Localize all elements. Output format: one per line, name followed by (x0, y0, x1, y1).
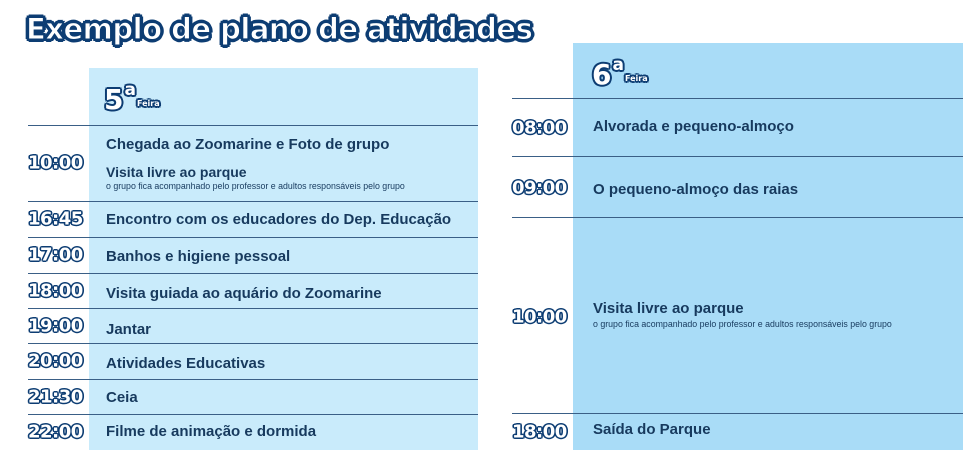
thursday-time: 16:45 (28, 208, 83, 230)
friday-day-sup: a (612, 55, 624, 75)
friday-line (512, 217, 963, 218)
thursday-line (28, 273, 478, 274)
thursday-line (28, 201, 478, 202)
page-title: Exemplo de plano de atividades (26, 12, 533, 46)
friday-panel (573, 43, 963, 450)
friday-day-word: Feira (624, 74, 648, 83)
friday-activity: Saída do Parque (593, 421, 711, 438)
friday-time: 10:00 (512, 306, 567, 328)
friday-line (512, 413, 963, 414)
thursday-line (28, 125, 478, 126)
thursday-time: 22:00 (28, 421, 83, 443)
thursday-time: 17:00 (28, 244, 83, 266)
thursday-activity: Encontro com os educadores do Dep. Educação (106, 211, 452, 228)
friday-time: 18:00 (512, 421, 567, 443)
friday-line (512, 98, 963, 99)
thursday-activity: Jantar (106, 321, 152, 338)
thursday-line (28, 379, 478, 380)
thursday-line (28, 343, 478, 344)
thursday-time: 20:00 (28, 350, 83, 372)
thursday-activity-note: o grupo fica acompanhado pelo professor e adultos responsáveis pelo grupo (106, 181, 405, 191)
friday-day-number: 6 (592, 58, 612, 91)
thursday-activity: Visita guiada ao aquário do Zoomarine (106, 285, 382, 302)
thursday-line (28, 414, 478, 415)
thursday-day-number: 5 (104, 83, 124, 116)
thursday-time: 18:00 (28, 280, 83, 302)
thursday-time: 21:30 (28, 386, 83, 408)
thursday-line (28, 308, 478, 309)
friday-activity-note: o grupo fica acompanhado pelo professor e adultos responsáveis pelo grupo (593, 319, 892, 329)
thursday-time: 10:00 (28, 152, 83, 174)
friday-time: 08:00 (512, 117, 567, 139)
thursday-activity: Ceia (106, 389, 138, 406)
thursday-activity: Visita livre ao parque (106, 164, 247, 180)
thursday-activity: Chegada ao Zoomarine e Foto de grupo (106, 136, 390, 153)
thursday-activity: Atividades Educativas (106, 355, 266, 372)
friday-time: 09:00 (512, 177, 567, 199)
thursday-time: 19:00 (28, 315, 83, 337)
friday-activity: O pequeno-almoço das raias (593, 181, 799, 198)
thursday-activity: Filme de animação e dormida (106, 423, 317, 440)
thursday-day-label (104, 80, 160, 116)
friday-activity: Visita livre ao parque (593, 300, 744, 317)
thursday-activity: Banhos e higiene pessoal (106, 248, 291, 265)
thursday-day-sup: a (124, 80, 136, 100)
thursday-day-word: Feira (136, 99, 160, 108)
friday-day-label (592, 55, 648, 91)
friday-activity: Alvorada e pequeno-almoço (593, 118, 794, 135)
thursday-line (28, 237, 478, 238)
friday-line (512, 156, 963, 157)
